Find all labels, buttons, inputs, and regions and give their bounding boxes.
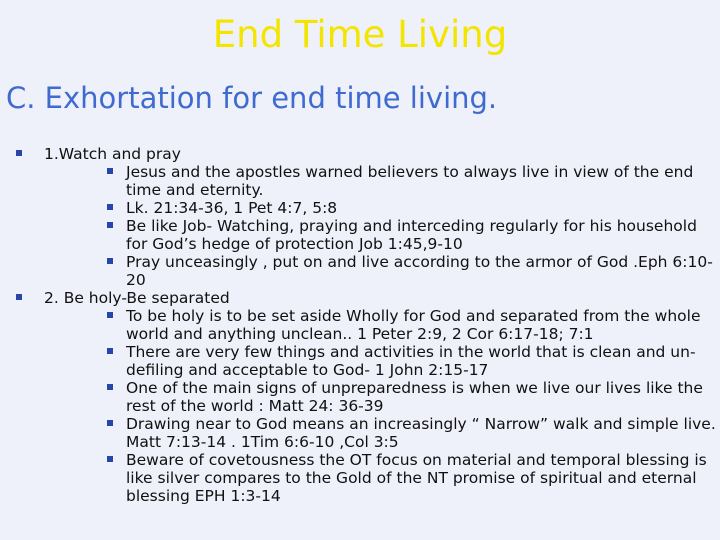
subpoint-text: There are very few things and activities in the world that is clean and un-defiling and acceptable to God- 1 John 2:15-17 bbox=[126, 343, 696, 379]
list-item bbox=[44, 307, 718, 343]
list-item bbox=[44, 163, 718, 199]
list-item bbox=[44, 415, 718, 451]
square-bullet-icon bbox=[107, 384, 113, 390]
square-bullet-icon bbox=[16, 150, 22, 156]
subpoint-text: Drawing near to God means an increasingly “ Narrow” walk and simple live. Matt 7:13-14 . 1Tim 6:6-10 ,Col 3:5 bbox=[126, 415, 716, 451]
list-item bbox=[44, 451, 718, 505]
list-item bbox=[44, 343, 718, 379]
subpoint-text: Be like Job- Watching, praying and interceding regularly for his household for God’s hedge of protection Job 1:45,9-10 bbox=[126, 217, 697, 253]
subpoint-text: Lk. 21:34-36, 1 Pet 4:7, 5:8 bbox=[126, 199, 338, 217]
bullet-list bbox=[16, 145, 716, 505]
point-heading: 1.Watch and pray bbox=[44, 145, 181, 163]
subpoint-text: Beware of covetousness the OT focus on material and temporal blessing is like silver compares to the Gold of the NT promise of spiritual and eternal blessing EPH 1:3-14 bbox=[126, 451, 707, 505]
square-bullet-icon bbox=[107, 312, 113, 318]
square-bullet-icon bbox=[107, 420, 113, 426]
subpoint-text: To be holy is to be set aside Wholly for God and separated from the whole world and anything unclean.. 1 Peter 2:9, 2 Cor 6:17-18; 7:1 bbox=[126, 307, 701, 343]
list-item bbox=[16, 145, 713, 289]
square-bullet-icon bbox=[107, 222, 113, 228]
square-bullet-icon bbox=[107, 348, 113, 354]
square-bullet-icon bbox=[107, 204, 113, 210]
point-heading: 2. Be holy-Be separated bbox=[44, 289, 230, 307]
square-bullet-icon bbox=[107, 258, 113, 264]
square-bullet-icon bbox=[107, 168, 113, 174]
square-bullet-icon bbox=[16, 294, 22, 300]
slide-title: End Time Living bbox=[212, 13, 508, 56]
list-item bbox=[44, 199, 718, 217]
list-item bbox=[16, 289, 716, 505]
list-item bbox=[44, 217, 718, 253]
sub-bullet-list bbox=[44, 307, 716, 505]
subpoint-text: One of the main signs of unpreparedness is when we live our lives like the rest of the world : Matt 24: 36-39 bbox=[126, 379, 703, 415]
list-item bbox=[44, 253, 718, 289]
slide-subtitle: C. Exhortation for end time living. bbox=[6, 81, 498, 115]
subpoint-text: Jesus and the apostles warned believers to always live in view of the end time and eternity. bbox=[126, 163, 694, 199]
sub-bullet-list bbox=[44, 163, 713, 289]
subpoint-text: Pray unceasingly , put on and live according to the armor of God .Eph 6:10-20 bbox=[126, 253, 713, 289]
square-bullet-icon bbox=[107, 456, 113, 462]
list-item bbox=[44, 379, 718, 415]
